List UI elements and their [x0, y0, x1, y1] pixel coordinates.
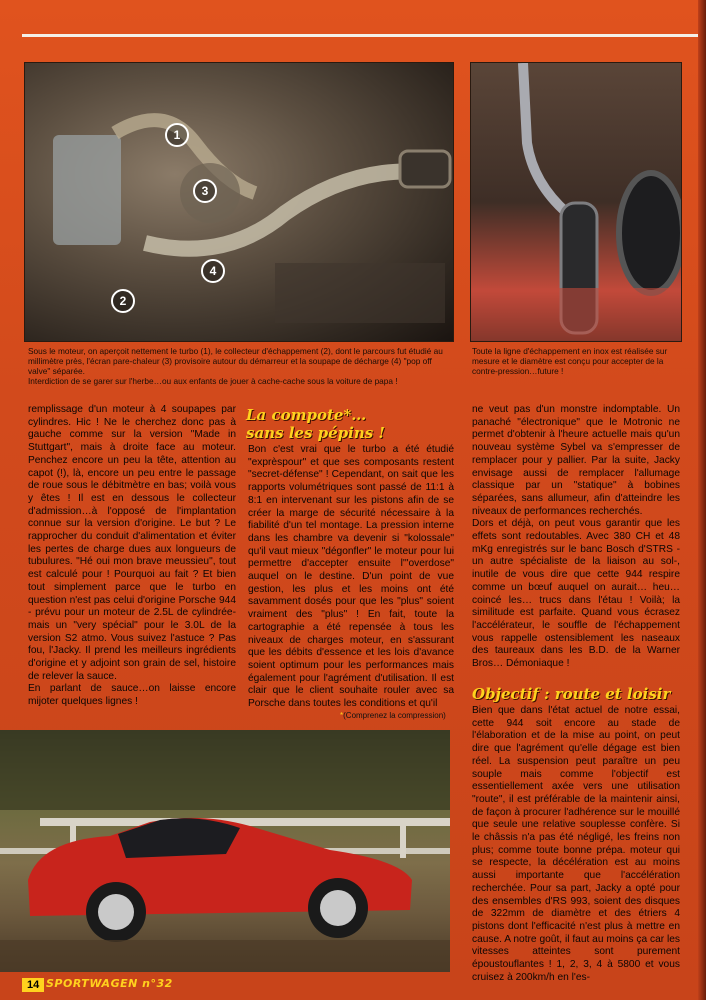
footnote-compression — [340, 711, 446, 720]
column-3 — [472, 404, 680, 671]
caption-underside-text: Sous le moteur, on aperçoit nettement le turbo (1), le collecteur d'échappement (2), dont le parcours fut étudié au millimètre près, l'écran pare-chaleur (3) provisoire autour du démarreur et la soupape de décharge (4) "pop off valve" séparée. — [28, 346, 443, 376]
column-2-text: Bon c'est vrai que le turbo a été étudié "exprèspour" et que ses composants restent "secret-défense" ! Cependant, on sait que les rapports volumétriques sont passé de 11:1 à 8:1 en intervenant sur les pistons afin de se créer la marge de sécurité nécessaire à la fiabilité d'un tel montage. La pression interne dans les chambre va devenir si "kolossale" qu'il vaut mieux "dégonfler" le moteur pour lui permettre d'accepter ensuite l'"overdose" auquel on le destine. D'un point de vue gestion, les plus et les moins ont été savamment dosés pour que les "plus" soient vraiment des "plus" ! En fait, toute la cartographie a été repensée à tous les niveaux de charges moteur, en s'assurant que les débits d'essence et les lois d'avance soient optimum pour les performances mais également pour l'agrément d'utilisation. Il est clair que le client souhaite rouler avec sa Porsche dans toutes les conditions et qu'il — [248, 444, 454, 710]
badge-pop-off-valve: 4 — [201, 259, 225, 283]
heading-la-compote — [246, 406, 385, 442]
footnote-text: (Comprenez la compression) — [343, 711, 446, 720]
column-3-bottom — [472, 705, 680, 984]
page-edge — [698, 0, 706, 1000]
page-footer — [0, 972, 706, 1000]
heading-objectif: Objectif : route et loisir — [472, 685, 671, 703]
column-2 — [248, 444, 454, 711]
badge-collector: 2 — [111, 289, 135, 313]
magazine-name: SPORTWAGEN n°32 — [46, 977, 173, 990]
exhaust-line-photo — [470, 62, 682, 342]
badge-turbo: 1 — [165, 123, 189, 147]
column-1-text: remplissage d'un moteur à 4 soupapes par cylindres. Hic ! Ne le cherchez donc pas à gauche comme sur la version "Made in Stuttgart", mais à droite face au moteur. Penchez encore un peu la tête, attention au capot (!), là, encore un peu entre le passage de roue sous le débitmètre en bas; voilà vous y êtes ! Il est en dessous le collecteur d'admission…à l'opposé de l'implantation connue sur la version d'origine. Le but ? Le rapprocher du conduit d'alimentation et éviter les pertes de charge dues aux longueurs de tubulures. "Hé oui mon brave meussieu", tout est calculé pour ! Pourquoi au fait ? Et bien tout simplement parce que le turbo en question n'est pas celui d'origine Porsche 944 - prévu pour un moteur de 2.5L de cylindrée- mais un "very spécial" pour le 3.0L de la version S2 atmo. Vous suivez l'astuce ? Pas fou, l'Jacky. Il prend les meilleurs ingrédients d'origine et y adjoint son grain de sel, histoire de relever la sauce. — [28, 404, 236, 682]
top-rule — [22, 34, 698, 37]
porsche-944-illustration — [0, 730, 450, 972]
column-3-text-3: Bien que dans l'état actuel de notre essai, cette 944 soit encore au stade de l'élaboration et de la mise au point, on peut dire que l'agrément qu'elle dégage est bien réel. La suspension peut paraître un peu souple mais comme l'objectif est essentiellement axée vers une utilisation "route", il est préférable de la maintenir ainsi, de façon à procurer l'adhérence sur le mouillé que seule une relative souplesse confère. Si le châssis n'a pas été négligé, les freins non plus; comme toute bonne prépa. moteur qui se respecte, la décélération est au moins aussi importante que l'accélération recherchée. Pour sa part, Jacky a opté pour des ensembles d'RS 993, soient des disques de 322mm de diamètre et des étriers 4 pistons dont l'efficacité n'est plus à mettre en cause. A notre goût, il faut au moins ça car les vitesses atteintes sont purement époustouflantes ! 1, 2, 3, 4 à 5800 et vous cruisez à 200km/h en l'es- — [472, 705, 680, 983]
engine-underside-illustration — [25, 63, 453, 341]
engine-underside-photo — [24, 62, 454, 342]
heading-la-compote-line1: La compote*… — [246, 406, 367, 424]
exhaust-line-illustration — [471, 63, 681, 341]
caption-underside — [28, 346, 454, 386]
page-number: 14 — [22, 978, 44, 992]
caption-underside-joke: Interdiction de se garer sur l'herbe…ou aux enfants de jouer à cache-cache sous la voiture de papa ! — [28, 376, 398, 386]
column-1 — [28, 404, 236, 709]
heading-la-compote-line2: sans les pépins ! — [246, 424, 386, 442]
column-3-text: ne veut pas d'un monstre indomptable. Un panaché "électronique" que le Motronic ne permet d'obtenir à l'heure actuelle mais qu'un nouveau système Sybel va s'empresser de remplacer pour y pallier. Par la suite, Jacky envisage aussi de remplacer l'allumage classique par un "statique" à bobines séparées, sans allumeur, afin d'atteindre les niveaux de performances recherchés. — [472, 404, 680, 517]
badge-heat-shield: 3 — [193, 179, 217, 203]
red-porsche-944-photo — [0, 730, 450, 972]
caption-exhaust: Toute la ligne d'échappement en inox est réalisée sur mesure et le diamètre est conçu pour accepter de la contre-pression…future ! — [472, 346, 668, 376]
column-1-text-2: En parlant de sauce…on laisse encore mijoter quelques lignes ! — [28, 683, 236, 708]
column-3-text-2: Dors et déjà, on peut vous garantir que les effets sont redoutables. Avec 380 CH et 48 mKg enregistrés sur le banc Bosch d'STRS -un autre spécialiste de la liaison au sol-, inutile de vous dire que cette 944 respire comme un bœuf auquel on aurait… heu… coincé les… trucs dans l'étau ! Voilà; la similitude est parfaite. Quand vous écrasez l'accélérateur, le souffle de l'échappement vous rappelle ostensiblement les naseaux des taureaux dans les B.D. de la Warner Bros… Démoniaque ! — [472, 518, 680, 670]
footnote-star: * — [340, 711, 344, 720]
